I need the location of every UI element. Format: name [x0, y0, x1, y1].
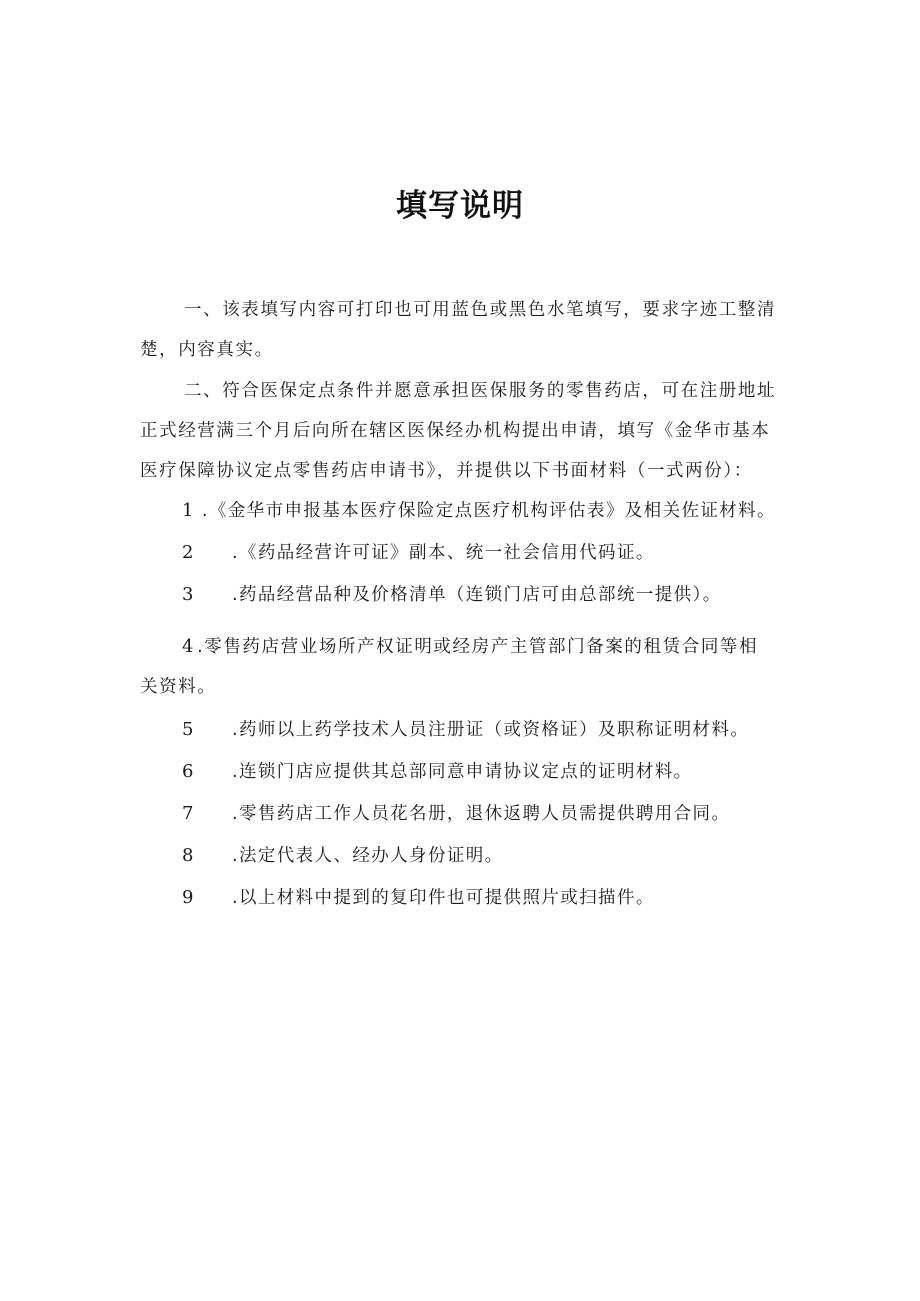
- paragraph-2-line-1: 二、符合医保定点条件并愿意承担医保服务的零售药店，可在注册地址: [184, 381, 777, 401]
- paragraph-1-line-1: 一、该表填写内容可打印也可用蓝色或黑色水笔填写，要求字迹工整清: [184, 300, 777, 320]
- list-item-number: 6: [182, 761, 195, 782]
- list-item-text: .零售药店营业场所产权证明或经房产主管部门备案的租赁合同等相: [197, 637, 759, 657]
- paragraph-2: [140, 371, 810, 491]
- list-item-number: 2: [182, 542, 195, 563]
- list-item-number: 5: [182, 719, 195, 740]
- list-item-text: .连锁门店应提供其总部同意申请协议定点的证明材料。: [232, 762, 693, 782]
- list-item-text: .以上材料中提到的复印件也可提供照片或扫描件。: [232, 888, 655, 908]
- list-item-8: [182, 841, 504, 871]
- paragraph-2-line-3: 医疗保障协议定点零售药店申请书》，并提供以下书面材料（一式两份）：: [140, 461, 753, 481]
- paragraph-1-line-2: 楚，内容真实。: [140, 340, 274, 360]
- paragraph-2-line-2: 正式经营满三个月后向所在辖区医保经办机构提出申请，填写《金华市基本: [140, 421, 771, 441]
- list-item-2: [182, 538, 655, 568]
- list-item-number: 8: [182, 845, 195, 866]
- list-item-number: 9: [182, 887, 195, 908]
- list-item-4: [140, 627, 810, 707]
- list-item-text: .《金华市申报基本医疗保险定点医疗机构评估表》及相关佐证材料。: [202, 501, 776, 521]
- paragraph-1: [140, 290, 810, 370]
- list-item-7: [182, 799, 730, 829]
- page-title: 填写说明: [396, 188, 524, 224]
- list-item-text: .零售药店工作人员花名册，退休返聘人员需提供聘用合同。: [232, 804, 731, 824]
- list-item-3: [182, 580, 722, 610]
- list-item-number: 3: [182, 584, 195, 605]
- list-item-number: 4: [182, 636, 196, 657]
- list-item-1: [182, 496, 776, 526]
- list-item-text: .《药品经营许可证》副本、统一社会信用代码证。: [232, 543, 655, 563]
- list-item-number: 1: [182, 500, 195, 521]
- list-item-5: [182, 715, 749, 745]
- list-item-text: .药师以上药学技术人员注册证（或资格证）及职称证明材料。: [232, 720, 750, 740]
- list-item-4-line-2: 关资料。: [140, 677, 217, 697]
- list-item-number: 7: [182, 803, 195, 824]
- list-item-9: [182, 883, 655, 913]
- list-item-text: .法定代表人、经办人身份证明。: [232, 846, 504, 866]
- list-item-6: [182, 757, 693, 787]
- list-item-text: .药品经营品种及价格清单（连锁门店可由总部统一提供）。: [232, 585, 722, 605]
